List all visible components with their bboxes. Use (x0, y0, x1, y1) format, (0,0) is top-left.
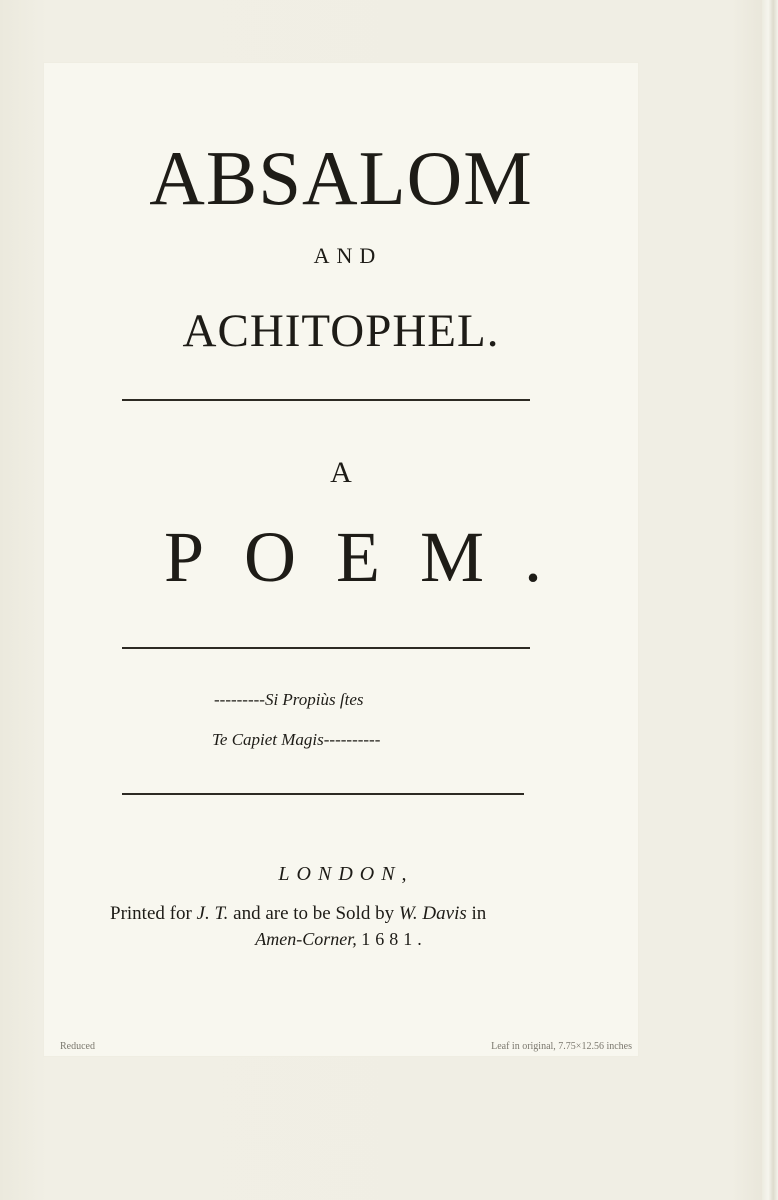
caption-reduced: Reduced (60, 1041, 95, 1052)
motto-line-1: ---------Si Propiùs ſtes (214, 690, 364, 709)
subtitle-poem: POEM. (163, 517, 583, 597)
motto-line-2: Te Capiet Magis---------- (212, 730, 381, 749)
imprint-location: Amen-Corner, (255, 929, 357, 949)
title-and: AND (313, 243, 383, 268)
imprint-year: 1681. (361, 929, 427, 949)
caption-dimensions: Leaf in original, 7.75×12.56 inches (491, 1041, 632, 1052)
imprint-city: LONDON, (278, 863, 414, 885)
imprint-line-2 (44, 926, 638, 952)
title-page-leaf (44, 63, 638, 1056)
imprint-sold-by: and are to be Sold by (233, 903, 395, 924)
divider-rule (122, 399, 530, 401)
divider-rule (122, 647, 530, 649)
imprint-printed-for: Printed for (110, 903, 192, 924)
imprint-in: in (471, 903, 487, 924)
deckle-edge (762, 0, 778, 1200)
title-achitophel: ACHITOPHEL. (182, 305, 500, 357)
imprint-seller: W. Davis (398, 903, 467, 924)
divider-rule (122, 793, 524, 795)
subtitle-article: A (330, 456, 352, 489)
imprint-line-1 (110, 901, 486, 927)
title-absalom: ABSALOM (149, 135, 533, 221)
imprint-printer: J. T. (196, 903, 229, 924)
